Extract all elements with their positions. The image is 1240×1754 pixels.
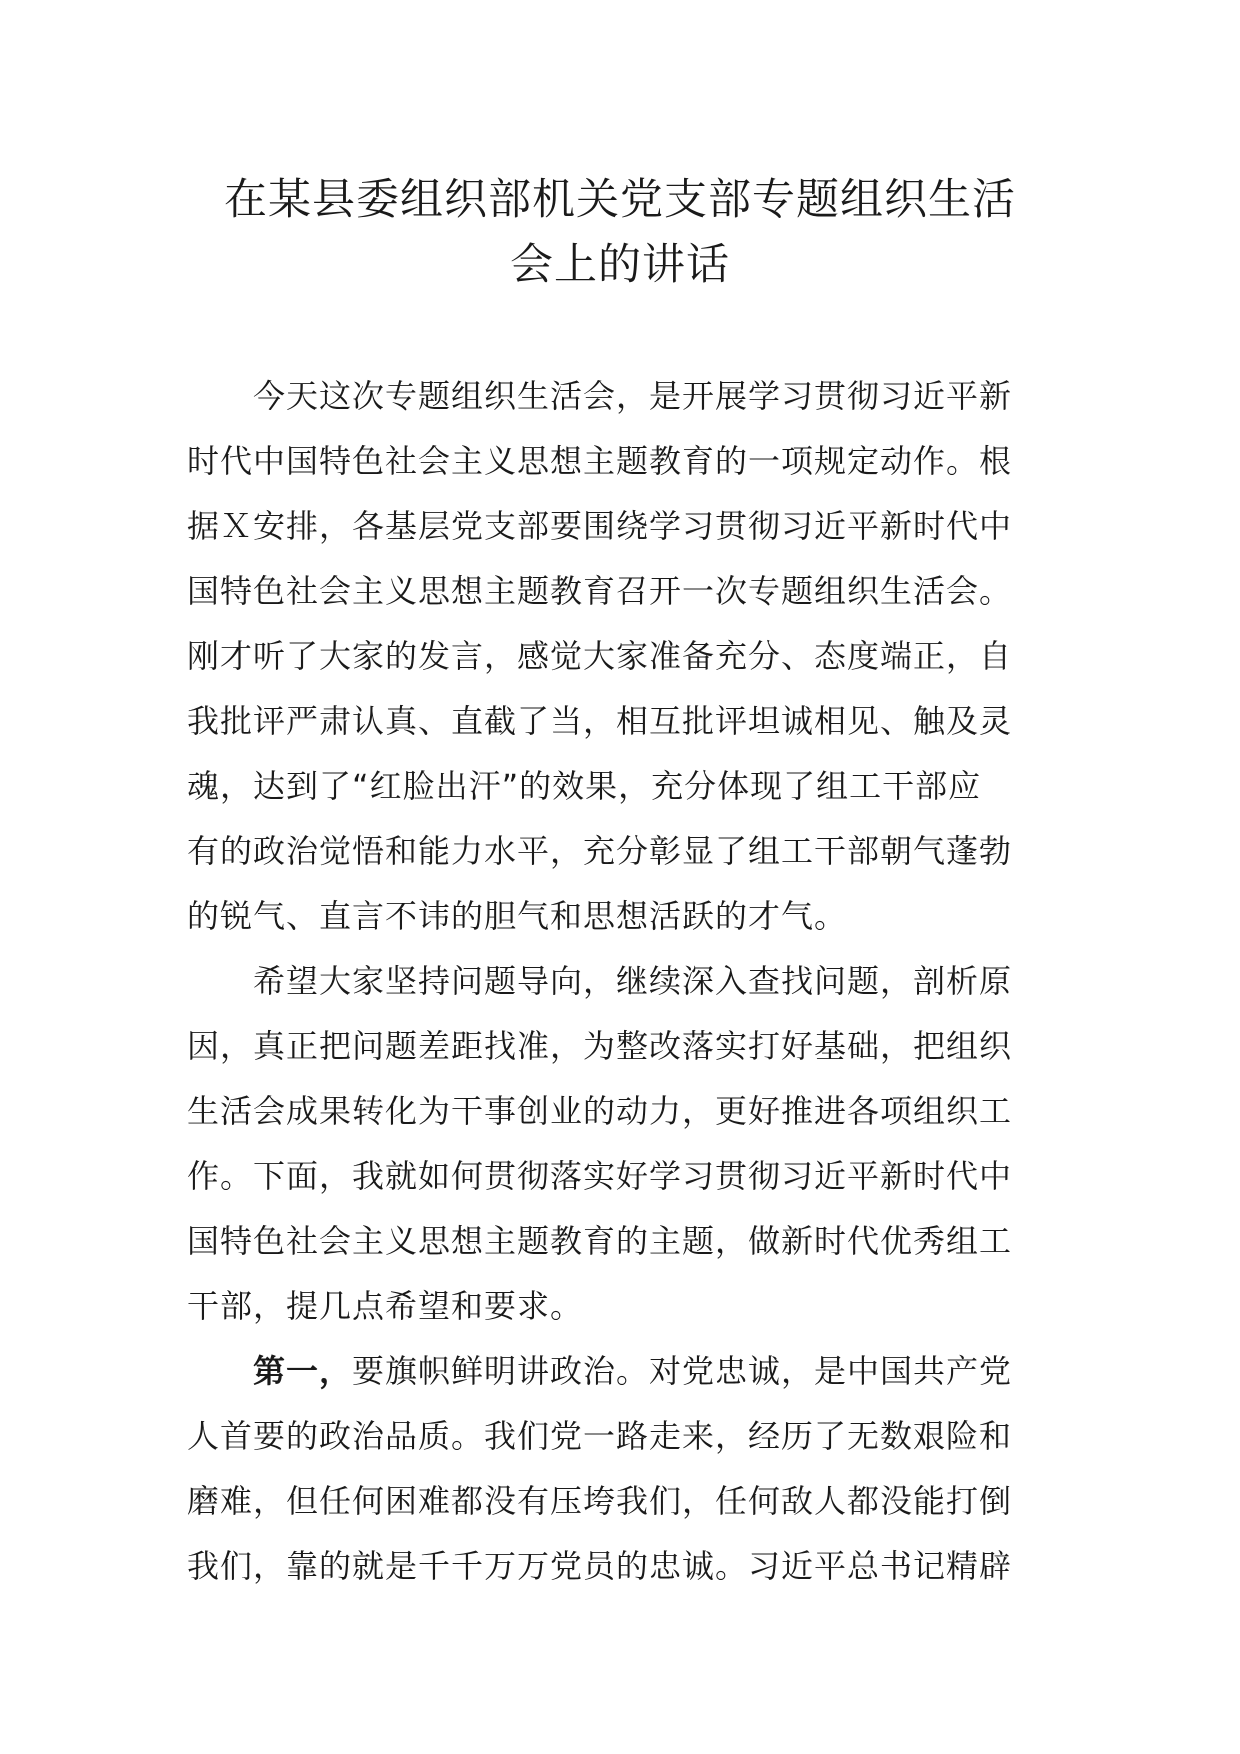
paragraph-line: 今天这次专题组织生活会，是开展学习贯彻习近平新 [253,377,1013,415]
document-title [180,168,1060,298]
paragraph-3 [187,1339,1053,1599]
paragraph-line: 生活会成果转化为干事创业的动力，更好推进各项组织工 [187,1092,1013,1130]
paragraph-line [187,1339,1053,1404]
section-lead-text: 要旗帜鲜明讲政治。对党忠诚，是中国共产党 [352,1352,1013,1390]
paragraph-line: 因，真正把问题差距找准，为整改落实打好基础，把组织 [187,1027,1013,1065]
paragraph-1 [187,364,1053,949]
paragraph-line: 据Ｘ安排，各基层党支部要围绕学习贯彻习近平新时代中 [187,507,1013,545]
document-body [187,364,1053,1599]
section-lead: 第一， [253,1352,353,1390]
paragraph-line: 磨难，但任何困难都没有压垮我们，任何敌人都没能打倒 [187,1482,1013,1520]
paragraph-line: 人首要的政治品质。我们党一路走来，经历了无数艰险和 [187,1417,1013,1455]
paragraph-line: 的锐气、直言不讳的胆气和思想活跃的才气。 [187,897,848,935]
paragraph-line: 国特色社会主义思想主题教育召开一次专题组织生活会。 [187,572,1013,610]
paragraph-line: 干部，提几点希望和要求。 [187,1287,584,1325]
title-line-2: 会上的讲话 [510,240,730,290]
paragraph-line: 国特色社会主义思想主题教育的主题，做新时代优秀组工 [187,1222,1013,1260]
paragraph-line: 我批评严肃认真、直截了当，相互批评坦诚相见、触及灵 [187,702,1013,740]
paragraph-line: 作。下面，我就如何贯彻落实好学习贯彻习近平新时代中 [187,1157,1013,1195]
paragraph-line: 时代中国特色社会主义思想主题教育的一项规定动作。根 [187,442,1013,480]
paragraph-line: 刚才听了大家的发言，感觉大家准备充分、态度端正，自 [187,637,1013,675]
paragraph-line: 我们，靠的就是千千万万党员的忠诚。习近平总书记精辟 [187,1547,1013,1585]
title-line-1: 在某县委组织部机关党支部专题组织生活 [224,175,1016,225]
paragraph-line: 有的政治觉悟和能力水平，充分彰显了组工干部朝气蓬勃 [187,832,1013,870]
paragraph-2 [187,949,1053,1339]
paragraph-line: 魂，达到了“红脸出汗”的效果，充分体现了组工干部应 [187,767,982,805]
paragraph-line: 希望大家坚持问题导向，继续深入查找问题，剖析原 [253,962,1013,1000]
